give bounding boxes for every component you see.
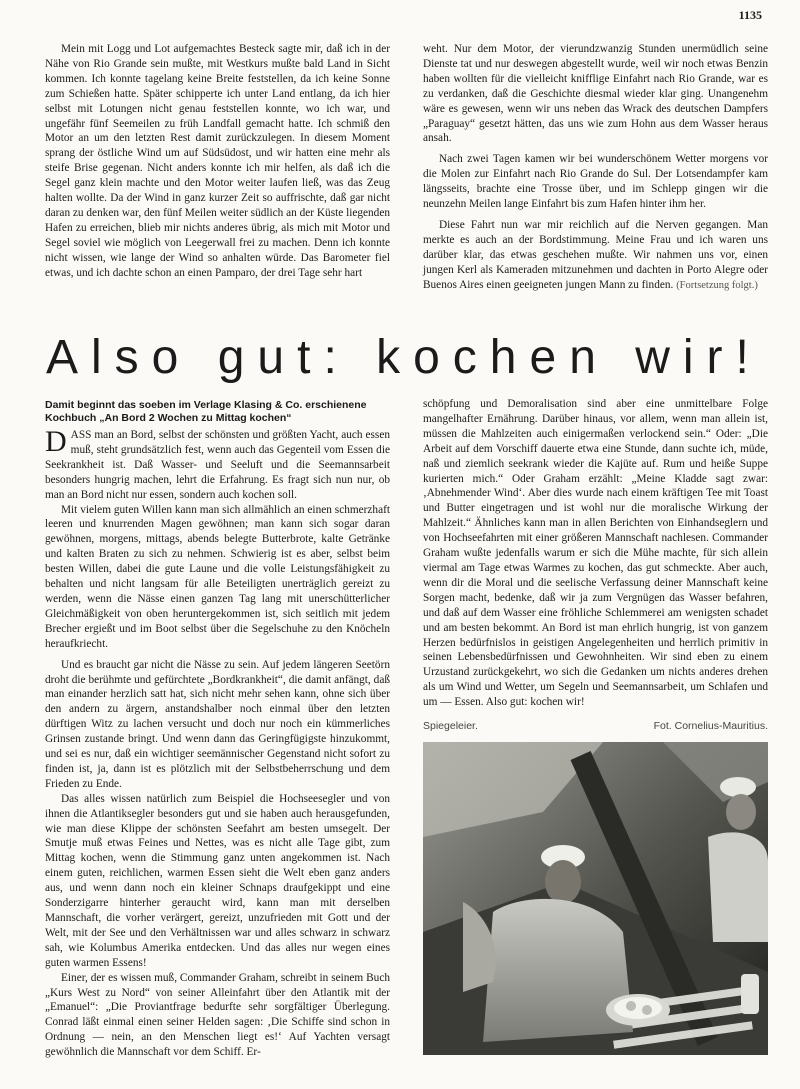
photo-caption-row [423, 720, 768, 732]
photo-illustration [423, 742, 768, 1055]
paragraph: Nach zwei Tagen kamen wir bei wunderschönem Wetter morgens vor die Molen zur Einfahrt nach Rio Grande do Sul. Der Lotsendampfer kam längsseits, brachte eine Trosse über, und im Schlepp gingen wir die neunzehn Meilen lange Einfahrt bis zum Hafen hinter ihm her. [423, 153, 768, 211]
paragraph: weht. Nur dem Motor, der vierundzwanzig Stunden unermüdlich seine Dienste tat und nur deswegen abgestellt wurde, weil wir noch etwas Benzin haben wollten für die vielleicht knifflige Einfahrt nach Rio Grande, war es zu verdanken, daß die Geschichte diesmal wieder klar ging. Unangenehm wäre es gewesen, wenn wir uns neben das Wrack des deutschen Dampfers „Paraguay“ gesetzt hätten, das uns wie zum Hohn aus dem Wasser heraus ansah. [423, 43, 768, 145]
paragraph [423, 218, 768, 294]
photo-cooking-on-deck [423, 742, 768, 1055]
photo-caption: Spiegeleier. [423, 720, 478, 732]
paragraph: Und es braucht gar nicht die Nässe zu sein. Auf jedem längeren Seetörn droht die berühmte und gefürchtete „Bordkrankheit“, die damit anfängt, daß man einander herzlich satt hat, sich nicht mehr sehen kann, ohne sich über den andern zu ärgern, anstandshalber noch einmal über den letzten dürftigen Witz zu lachen versucht und doch nur noch ein kümmerliches Grinsen zustande bringt. Und wenn dann das Geringfügigste hinzukommt, und sei es nur, daß ein wichtiger seemännischer Gegenstand nicht sofort zu finden ist, ja, dann ist es plötzlich mit der Selbstbeherrschung und dem Frieden zu Ende. [45, 658, 390, 790]
page-number: 1135 [738, 8, 762, 22]
paragraph: schöpfung und Demoralisation sind aber eine unmittelbare Folge mangelhafter Ernährung. Darüber hinaus, vor allem, wenn man allein ist, müssen die Mahlzeiten auch einigermaßen verlockend sein.“ Oder: „Die Arbeit auf dem Vorschiff dauerte etwa eine Stunde, dann suchte ich, müde, naß und ziemlich seekrank wieder die Kajüte auf. Rum und heiße Suppe kurierten mich.“ Oder Graham erzählt: „Meine Kladde sagt zwar: ‚Abnehmender Wind‘. Aber dies wurde nach einem kräftigen Tee mit Toast und Butter eingetragen und ist wohl nur die moralische Wirkung der Mahlzeit.“ Ähnliches kann man in allen Berichten von Einhandseglern und von Hochseefahrten mit einer größeren Mannschaft nachlesen. Commander Graham wußte jedenfalls warum er sich die Mühe machte, für sich allein viermal am Tage etwas Warmes zu kochen, das gut schmeckte. Aber auch, wenn dir die Moral und die seelische Verfassung deiner Mannschaft keine Sorgen macht, bedenke, daß wir ja zum Vergnügen das Wasser befahren, und daß auf dem Wasser eine fröhliche Schlemmerei am wenigsten schadet und am besten bekommt. An Bord ist man ehrlich hungrig, ist von ganzem Herzen bedürfnislos in geistigen Angelegenheiten und herrlich primitiv in seinen Lebensbedürfnissen und Gewohnheiten. Wir sind eben zu einem Urzustand zurückgekehrt, wo sich die Gedanken um nichts anderes drehen als um Wind und Wetter, um Segeln und Seemannsarbeit, um Schlafen und um — Essen. Also gut: kochen wir! [423, 398, 768, 709]
photo-credit: Fot. Cornelius-Mauritius. [653, 720, 768, 732]
drop-cap: D [45, 425, 67, 458]
paragraph: Das alles wissen natürlich zum Beispiel die Hochseesegler und von ihnen die Atlantiksegler besonders gut und sie haben auch herausgefunden, wie man diese Klippe der schönsten Seefahrt am besten umsegelt. Der Smutje muß etwas Feines und Nettes, was es nicht alle Tage gibt, zum Mittag kochen, wenn die Stimmung ganz unten angekommen ist. Nach einem guten, reichlichen, warmen Essen sieht die Welt eben ganz anders aus, und wenn dann noch ein kleiner Schnaps draufgekippt und eine Sonderzigarre hinterher geraucht wird, kann man mit derselben Mannschaft, die vorher verärgert, gereizt, unzufrieden mit Gott und der Welt, mit der See und den Verhältnissen war und alles schwarz in schwarz sah, wie Kolumbus Amerika entdecken. Und das alles nur wegen eines guten warmen Essens! [45, 792, 390, 969]
paragraph: Einer, der es wissen muß, Commander Graham, schreibt in seinem Buch „Kurs West zu Nord“ von seiner Alleinfahrt über den Atlantik mit der „Emanuel“: „Die Proviantfrage bedurfte sehr sorgfältiger Überlegung. Conrad läßt einmal einen seiner Helden sagen: ‚Die Schiffe sind schon in Ordnung — nein, an den Menschen liegt es!‘ Auf Yachten versagt gewöhnlich die Mannschaft vor dem Schiff. Er- [45, 971, 390, 1059]
continued-note: (Fortsetzung folgt.) [676, 279, 758, 291]
article-left-column [45, 425, 390, 1060]
paragraph-text: ASS man an Bord, selbst der schönsten und größten Yacht, auch essen muß, steht grundsätzlich fest, wenn auch das Gegenteil vom Essen die Seekrankheit ist. Daß Wasser- und Seeluft und die Seemannsarbeit besonders hungrig machen, lehrt die Erfahrung. Es fragt sich nun nur, ob man an Bord nicht nur essen, sondern auch kochen soll. [45, 429, 390, 501]
article-right-column [423, 397, 768, 710]
article-headline: Also gut: kochen wir! [46, 331, 762, 384]
paragraph: Mit vielem guten Willen kann man sich allmählich an einen schmerzhaft leeren und knurrenden Magen gewöhnen; man kann sich sogar daran gewöhnen, morgens, mittags, abends belegte Butterbrote, kalte Getränke und kalten Braten zu sich zu nehmen. Schwierig ist es aber, selbst beim besten Willen, dabei die gute Laune und die volle Leistungsfähigkeit zu behalten und nicht langsam für alle Beteiligten unerträglich gereizt zu werden, wenn die Nässe einen ganzen Tag lang mit unerschütterlicher Gleichmäßigkeit von oben heruntergekommen ist, sich seitlich mit jedem Brecher ergießt und im Boot selbst über die Segelschuhe zu den Knöcheln heraufkriecht. [45, 503, 390, 650]
top-right-column [423, 42, 768, 294]
article-subhead: Damit beginnt das soeben im Verlage Klasing & Co. erschienene Kochbuch „An Bord 2 Wochen zu Mittag kochen“ [45, 399, 367, 424]
top-left-column [45, 42, 390, 281]
paragraph: Mein mit Logg und Lot aufgemachtes Besteck sagte mir, daß ich in der Nähe von Rio Grande sein mußte, mit Westkurs mußte bald Land in Sicht kommen. Ich konnte tagelang keine Breite feststellen, da ich keine Sonne zum Schießen hatte. Später schipperte ich unter Land entlang, da ich hier selbst mit Lotungen nicht genau feststellen konnte, wo ich war, und ungefähr fünf Seemeilen zu früh Landfall gemacht hatte. Ich schmiß den Motor an um den letzten Rest damit zurückzulegen. In diesem Moment sprang der östliche Wind um auf Südsüdost, und wir hatten eine mehr als steife Brise gegenan. Nicht anders konnte ich mir helfen, als daß ich die Segel ganz klein machte und den Motor weiter laufen ließ, was das Zeug halten wollte. Da der Wind in ganz kurzer Zeit so auffrischte, daß gar nicht daran zu denken war, den fünf Meilen weiter südlich an der Küste liegenden Hafen zu erreichen, blieb mir nichts anderes übrig, als mich mit Motor und Segel soviel wie möglich von Leegerwall frei zu machen. Denn ich konnte nicht wissen, wie lange der Wind so anhalten würde. Das Barometer fiel etwas, und ich dachte schon an einen Pamparo, der drei Tage sehr hart [45, 43, 390, 279]
paragraph-text: Diese Fahrt nun war mir reichlich auf die Nerven gegangen. Man merkte es auch an der Bordstimmung. Meine Frau und ich waren uns darüber klar, das etwas geschehen mußte. Wir nahmen uns vor, einen jungen Kerl als Kameraden mitzunehmen und dachten in Porto Alegre oder Buenos Aires einen geeigneten jungen Mann zu finden. [423, 218, 768, 291]
first-paragraph [45, 425, 390, 503]
